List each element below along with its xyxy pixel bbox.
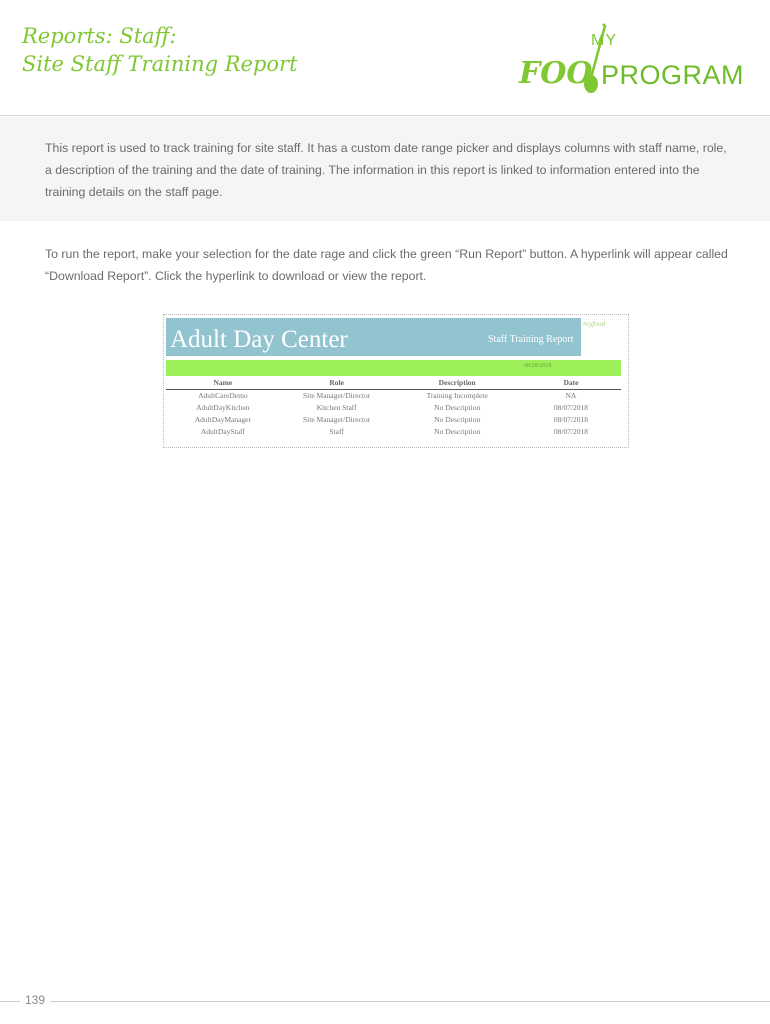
- cell-name: AdultDayKitchen: [196, 403, 250, 412]
- table-header-row: [166, 377, 621, 390]
- cell-name: AdultCareDemo: [198, 391, 248, 400]
- report-banner: [166, 318, 581, 356]
- title-line-2: Site Staff Training Report: [22, 52, 298, 76]
- cell-role: Kitchen Staff: [316, 403, 357, 412]
- report-center-name: Adult Day Center: [170, 326, 348, 353]
- cell-date: 08/07/2018: [553, 403, 589, 412]
- footer-rule-left: [0, 1001, 20, 1002]
- cell-date: 08/07/2018: [553, 415, 589, 424]
- cell-description: No Description: [434, 415, 481, 424]
- report-date-bar: [166, 360, 621, 376]
- logo-food: FOO: [519, 56, 593, 91]
- table-row: [166, 402, 621, 414]
- cell-description: No Description: [434, 427, 481, 436]
- cell-description: Training Incomplete: [426, 391, 488, 400]
- report-type: Staff Training Report: [488, 334, 574, 345]
- cell-description: No Description: [434, 403, 481, 412]
- page-title: [22, 22, 298, 78]
- cell-date: NA: [565, 391, 577, 400]
- page-header: [0, 0, 770, 116]
- report-preview: [163, 314, 629, 448]
- cell-date: 08/07/2018: [553, 427, 589, 436]
- column-header-date: Date: [521, 377, 621, 390]
- instructions-paragraph: To run the report, make your selection for the date rage and click the green “Run Report” button. A hyperlink will appear called “Download Report”. Click the hyperlink to download or view the report.: [45, 247, 728, 283]
- logo-my: MY: [591, 32, 617, 49]
- cell-role: Staff: [329, 427, 344, 436]
- table-row: [166, 426, 621, 438]
- page-number: 139: [25, 993, 46, 1007]
- intro-paragraph: This report is used to track training for site staff. It has a custom date range picker and displays columns with staff name, role, a description of the training and the date of training. The information in this report is linked to information entered into the training details on the staff page.: [45, 141, 727, 199]
- footer-rule: [50, 1001, 770, 1002]
- title-line-1: Reports: Staff:: [22, 24, 177, 48]
- column-header-description: Description: [394, 377, 521, 390]
- report-mini-logo: myfood: [583, 321, 606, 328]
- cell-role: Site Manager/Director: [302, 415, 371, 424]
- table-row: [166, 390, 621, 403]
- report-date: 08/28/2018: [524, 363, 552, 369]
- report-table: [166, 377, 621, 438]
- cell-name: AdultDayStaff: [200, 427, 245, 436]
- cell-name: AdultDayManager: [194, 415, 251, 424]
- table-row: [166, 414, 621, 426]
- column-header-role: Role: [280, 377, 394, 390]
- cell-role: Site Manager/Director: [302, 391, 371, 400]
- myfoodprogram-logo: [519, 22, 751, 98]
- logo-program: PROGRAM: [601, 60, 745, 90]
- column-header-name: Name: [166, 377, 280, 390]
